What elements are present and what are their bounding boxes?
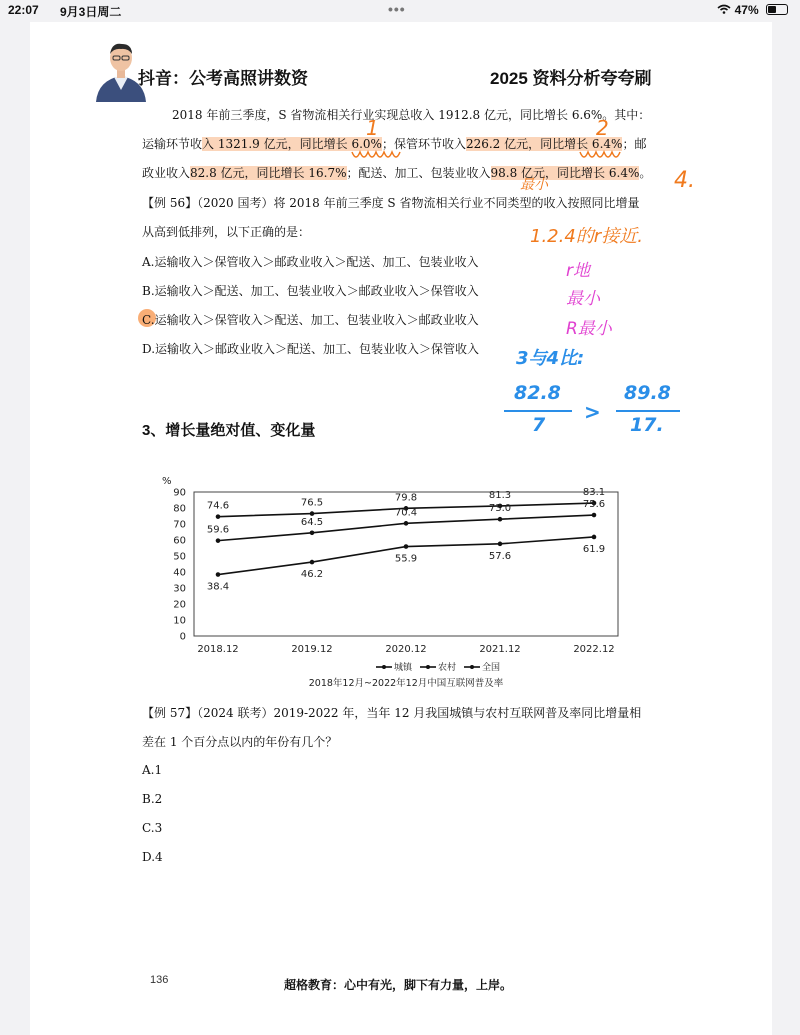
question-57-stem: 【例 57】（2024 联考）2019-2022 年，当年 12 月我国城镇与农村互联网普及率同比增量相 (142, 706, 642, 720)
chart-title: 2018年12月~2022年12月中国互联网普及率 (308, 678, 504, 689)
section-title: 3、增长量绝对值、变化量 (142, 422, 316, 439)
data-label: 75.6 (582, 499, 606, 511)
highlight-postal: 82.8 亿元，同比增长 16.7% (190, 166, 347, 180)
q57-option-c: C.3 (142, 821, 163, 835)
handwritten-pink-3: R最小 (566, 319, 612, 339)
legend-marker (382, 665, 386, 669)
data-point (404, 521, 409, 526)
line-chart (150, 462, 630, 697)
q57-option-d: D.4 (142, 850, 163, 864)
status-right (717, 3, 788, 17)
question-56-stem-2: 从高到低排列，以下正确的是： (142, 225, 311, 239)
data-label: 74.6 (206, 500, 230, 512)
x-tick-label: 2020.12 (385, 644, 427, 655)
wifi-icon (717, 3, 734, 17)
multitask-dots-icon[interactable]: ••• (388, 1, 406, 17)
legend-marker (426, 665, 430, 669)
data-point (404, 544, 409, 549)
passage-text: 。 (639, 166, 652, 180)
fraction-1-denominator: 7 (532, 414, 546, 436)
y-tick-label: 10 (173, 615, 186, 627)
handwritten-compare: 3与4比: (516, 348, 585, 369)
question-57-stem-2: 差在 1 个百分点以内的年份有几个？ (142, 735, 338, 749)
data-label: 70.4 (394, 507, 418, 519)
option-a: A.运输收入＞保管收入＞邮政业收入＞配送、加工、包装业收入 (142, 255, 479, 269)
header-right-title: 2025 资料分析夸夸刷 (490, 69, 652, 88)
y-tick-label: 60 (173, 535, 186, 547)
data-label: 57.6 (488, 550, 512, 562)
data-point (310, 511, 315, 516)
legend-marker (470, 665, 474, 669)
passage-text: ；配送、加工、包装业收入 (346, 166, 491, 180)
data-label: 81.3 (488, 489, 512, 501)
header-left-title: 抖音：公考高照讲数资 (138, 69, 308, 88)
passage-text: ；保管环节收入 (381, 137, 466, 151)
legend-entry: 全国 (482, 663, 501, 673)
handwritten-4: 4. (674, 168, 695, 193)
status-time: 22:07 (8, 3, 39, 17)
y-tick-label: 80 (173, 503, 186, 515)
q57-option-a: A.1 (142, 763, 163, 777)
y-tick-label: 70 (173, 519, 186, 531)
y-tick-label: 50 (173, 551, 186, 563)
y-tick-label: 90 (173, 487, 186, 499)
data-label: 38.4 (206, 581, 230, 593)
data-point (216, 538, 221, 543)
data-point (592, 535, 597, 540)
option-d: D.运输收入＞邮政业收入＞配送、加工、包装业收入＞保管收入 (142, 342, 480, 356)
document-page[interactable] (30, 22, 772, 1035)
highlight-transport: 入 1321.9 亿元，同比增长 6.0% (202, 137, 382, 151)
x-tick-label: 2021.12 (479, 644, 521, 655)
question-56-stem: 【例 56】（2020 国考）将 2018 年前三季度 S 省物流相关行业不同类型的收入按照同比增量 (142, 196, 640, 210)
fraction-2-denominator: 17. (630, 414, 664, 436)
y-tick-label: 20 (173, 599, 186, 611)
option-b: B.运输收入＞配送、加工、包装业收入＞邮政业收入＞保管收入 (142, 284, 479, 298)
data-label: 46.2 (300, 569, 324, 581)
data-label: 79.8 (394, 492, 418, 504)
data-point (216, 572, 221, 577)
data-label: 83.1 (582, 487, 606, 499)
fraction-2-bar (616, 410, 680, 412)
data-label: 61.9 (582, 543, 606, 555)
handwritten-pink-2: 最小 (566, 289, 600, 309)
greater-than-sign: > (584, 400, 601, 424)
handwritten-smallest: 最小 (520, 177, 548, 193)
data-label: 64.5 (300, 516, 324, 528)
y-tick-label: 40 (173, 567, 186, 579)
data-label: 55.9 (394, 553, 418, 565)
data-point (310, 560, 315, 565)
ink-squiggle (350, 146, 410, 164)
option-c: C.运输收入＞保管收入＞配送、加工、包装业收入＞邮政业收入 (142, 313, 479, 327)
data-point (216, 514, 221, 519)
x-tick-label: 2022.12 (573, 644, 615, 655)
data-label: 76.5 (300, 497, 324, 509)
battery-percent: 47% (734, 3, 759, 17)
q57-option-b: B.2 (142, 792, 163, 806)
data-point (498, 517, 503, 522)
x-tick-label: 2019.12 (291, 644, 333, 655)
series-line-1 (218, 515, 594, 541)
footer-slogan: 超格教育：心中有光，脚下有力量，上岸。 (284, 978, 513, 992)
highlight-delivery: 98.8 亿元，同比增长 6.4% (490, 166, 640, 180)
y-tick-label: 30 (173, 583, 186, 595)
handwritten-note: 1.2.4的r接近. (530, 226, 643, 247)
y-axis-label: % (162, 476, 172, 487)
passage-text: 政业收入 (142, 166, 191, 180)
data-point (310, 531, 315, 536)
data-point (592, 513, 597, 518)
passage-line-1 (172, 106, 650, 123)
data-label: 59.6 (206, 524, 230, 536)
fraction-2-numerator: 89.8 (624, 382, 671, 404)
fraction-1-numerator: 82.8 (514, 382, 561, 404)
handwritten-pink-1: r地 (566, 261, 590, 281)
fraction-1-bar (504, 410, 572, 412)
handwritten-2: 2 (596, 116, 609, 140)
legend-entry: 城镇 (394, 663, 413, 673)
passage-line-3 (142, 164, 651, 181)
passage-text: 运输环节收 (142, 137, 203, 151)
highlight-storage: 226.2 亿元，同比增长 6.4% (465, 137, 623, 151)
status-date: 9月3日周二 (60, 5, 122, 19)
data-label: 73.0 (488, 503, 512, 515)
data-point (498, 542, 503, 547)
page-number: 136 (150, 974, 169, 986)
passage-text: ；邮 (622, 137, 647, 151)
ink-squiggle (578, 146, 634, 164)
battery-icon (766, 4, 788, 15)
x-tick-label: 2018.12 (197, 644, 239, 655)
status-bar (0, 0, 800, 20)
passage-text: 2018 年前三季度，S 省物流相关行业实现总收入 1912.8 亿元，同比增长 6.6%。其中： (172, 108, 651, 122)
y-tick-label: 0 (179, 631, 186, 643)
handwritten-1: 1 (366, 116, 379, 140)
legend-entry: 农村 (438, 663, 457, 673)
